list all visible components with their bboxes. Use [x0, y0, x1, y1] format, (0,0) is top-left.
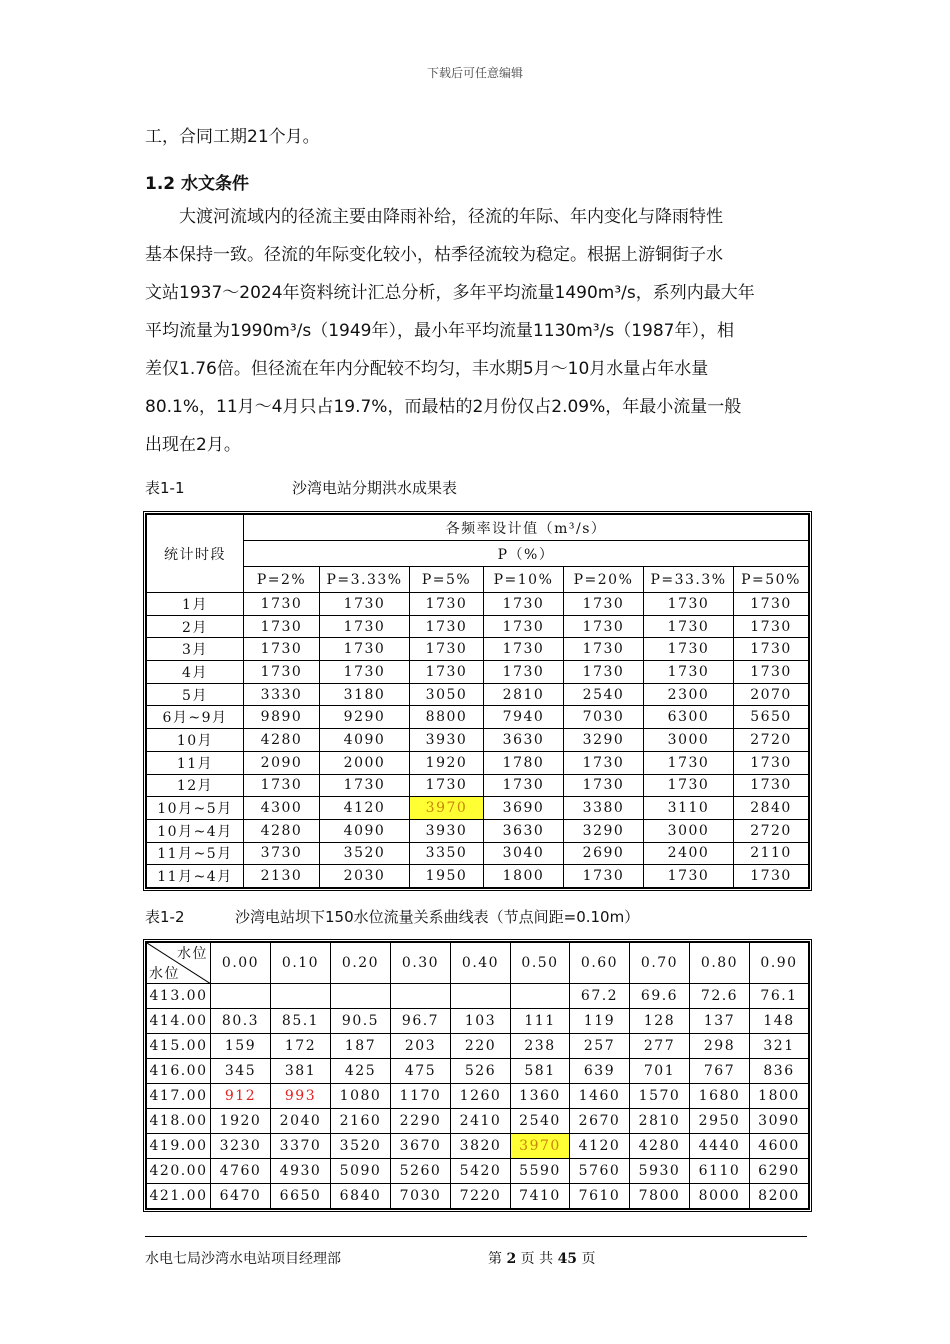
- value-cell: 1730: [644, 774, 734, 797]
- table-row: [147, 865, 809, 888]
- table-row: [147, 1009, 809, 1034]
- footer-rule: [145, 1236, 807, 1237]
- level-cell: 419.00: [147, 1134, 211, 1159]
- discharge-cell: 993: [271, 1084, 331, 1109]
- discharge-cell: 7800: [630, 1184, 690, 1209]
- value-cell: 1730: [244, 593, 320, 616]
- table-row: [147, 1059, 809, 1084]
- discharge-cell: 159: [211, 1034, 271, 1059]
- value-cell: 1780: [484, 751, 564, 774]
- table-row: [147, 842, 809, 865]
- level-cell: 418.00: [147, 1109, 211, 1134]
- discharge-cell: 187: [331, 1034, 391, 1059]
- discharge-cell: 1570: [630, 1084, 690, 1109]
- discharge-cell: 5420: [451, 1159, 511, 1184]
- discharge-cell: 90.5: [331, 1009, 391, 1034]
- value-cell: 3330: [244, 683, 320, 706]
- table-row: [147, 1109, 809, 1134]
- footer-organization: 水电七局沙湾水电站项目经理部: [145, 1251, 341, 1267]
- table1-title: 沙湾电站分期洪水成果表: [292, 479, 458, 497]
- table2-column-header: 0.90: [750, 943, 809, 984]
- period-cell: 11月~4月: [147, 865, 244, 888]
- value-cell: 1730: [644, 661, 734, 684]
- discharge-cell: 3230: [211, 1134, 271, 1159]
- value-cell: 3730: [244, 842, 320, 865]
- table-row: [147, 819, 809, 842]
- discharge-cell: 203: [391, 1034, 451, 1059]
- table2-frame: [143, 939, 812, 1212]
- discharge-cell: 6650: [271, 1184, 331, 1209]
- discharge-cell: 7610: [570, 1184, 630, 1209]
- discharge-cell: 475: [391, 1059, 451, 1084]
- value-cell: 1730: [734, 593, 809, 616]
- discharge-cell: 76.1: [750, 984, 809, 1009]
- table1-column-header: P=2%: [244, 567, 320, 593]
- value-cell: 3630: [484, 819, 564, 842]
- value-cell: 2300: [644, 683, 734, 706]
- discharge-cell: 2670: [570, 1109, 630, 1134]
- value-cell: 2070: [734, 683, 809, 706]
- discharge-cell: 96.7: [391, 1009, 451, 1034]
- table1-group-header: 各频率设计值（m³/s）: [244, 515, 809, 541]
- table2-column-header: 0.50: [511, 943, 570, 984]
- table2-column-header: 0.00: [211, 943, 271, 984]
- page-suffix: 页: [581, 1251, 596, 1267]
- discharge-cell: 2810: [630, 1109, 690, 1134]
- discharge-cell: 4120: [570, 1134, 630, 1159]
- page-total: 45: [557, 1251, 578, 1267]
- table1-column-header: P=20%: [564, 567, 644, 593]
- value-cell: 1730: [320, 774, 410, 797]
- discharge-cell: 85.1: [271, 1009, 331, 1034]
- value-cell: 7940: [484, 706, 564, 729]
- table-row: [147, 593, 809, 616]
- discharge-cell: 6110: [690, 1159, 750, 1184]
- level-cell: 420.00: [147, 1159, 211, 1184]
- value-cell: 1730: [410, 661, 484, 684]
- discharge-cell: [211, 984, 271, 1009]
- period-cell: 1月: [147, 593, 244, 616]
- discharge-cell: 3520: [331, 1134, 391, 1159]
- value-cell: 3180: [320, 683, 410, 706]
- discharge-cell: 5590: [511, 1159, 570, 1184]
- value-cell: 1730: [410, 615, 484, 638]
- value-cell: 1730: [410, 593, 484, 616]
- discharge-cell: 257: [570, 1034, 630, 1059]
- value-cell: 1730: [410, 774, 484, 797]
- value-cell: 4280: [244, 729, 320, 752]
- table1-column-header: P=10%: [484, 567, 564, 593]
- value-cell: 1730: [644, 751, 734, 774]
- discharge-cell: 6290: [750, 1159, 809, 1184]
- period-cell: 11月: [147, 751, 244, 774]
- value-cell: 9890: [244, 706, 320, 729]
- discharge-cell: 912: [211, 1084, 271, 1109]
- table-row: [147, 774, 809, 797]
- discharge-cell: 5760: [570, 1159, 630, 1184]
- discharge-cell: 4600: [750, 1134, 809, 1159]
- discharge-cell: 8200: [750, 1184, 809, 1209]
- value-cell: 3110: [644, 797, 734, 820]
- value-cell: 2110: [734, 842, 809, 865]
- discharge-cell: 2540: [511, 1109, 570, 1134]
- value-cell: 5650: [734, 706, 809, 729]
- table1-label: 表1-1: [145, 479, 185, 497]
- discharge-cell: 639: [570, 1059, 630, 1084]
- period-cell: 10月~5月: [147, 797, 244, 820]
- value-cell: 2030: [320, 865, 410, 888]
- value-cell: 1730: [244, 774, 320, 797]
- discharge-cell: 2040: [271, 1109, 331, 1134]
- level-cell: 415.00: [147, 1034, 211, 1059]
- page-header: 下载后可任意编辑: [426, 66, 523, 80]
- table-row: [147, 1184, 809, 1209]
- discharge-cell: 4930: [271, 1159, 331, 1184]
- value-cell: 1730: [484, 593, 564, 616]
- discharge-cell: 526: [451, 1059, 511, 1084]
- page-prefix: 第: [488, 1251, 502, 1267]
- discharge-cell: 1920: [211, 1109, 271, 1134]
- discharge-cell: 80.3: [211, 1009, 271, 1034]
- period-cell: 5月: [147, 683, 244, 706]
- table1-frame: [143, 511, 812, 891]
- discharge-cell: [271, 984, 331, 1009]
- discharge-cell: 425: [331, 1059, 391, 1084]
- intro-line: 工，合同工期21个月。: [145, 127, 320, 147]
- value-cell: 1730: [564, 751, 644, 774]
- value-cell: 1730: [564, 593, 644, 616]
- value-cell: 7030: [564, 706, 644, 729]
- value-cell: 3380: [564, 797, 644, 820]
- discharge-cell: 67.2: [570, 984, 630, 1009]
- value-cell: 1730: [734, 751, 809, 774]
- period-cell: 10月: [147, 729, 244, 752]
- discharge-cell: 321: [750, 1034, 809, 1059]
- value-cell: 3040: [484, 842, 564, 865]
- table-row: [147, 1134, 809, 1159]
- value-cell: 2400: [644, 842, 734, 865]
- value-cell: 1730: [484, 774, 564, 797]
- table1-row-header: 统计时段: [147, 515, 244, 593]
- value-cell: 1730: [320, 661, 410, 684]
- page-middle: 页 共: [520, 1251, 554, 1267]
- value-cell: 1730: [320, 615, 410, 638]
- table1-column-header: P=33.3%: [644, 567, 734, 593]
- table-row: [147, 729, 809, 752]
- value-cell: 1730: [484, 661, 564, 684]
- stage-discharge-table: [146, 942, 809, 1209]
- discharge-cell: 148: [750, 1009, 809, 1034]
- value-cell: 4090: [320, 729, 410, 752]
- discharge-cell: 3670: [391, 1134, 451, 1159]
- discharge-cell: 381: [271, 1059, 331, 1084]
- discharge-cell: 8000: [690, 1184, 750, 1209]
- corner-top-label: 水位: [177, 946, 208, 962]
- value-cell: 1730: [244, 615, 320, 638]
- corner-bottom-label: 水位: [149, 966, 180, 982]
- paragraph-line-2: 基本保持一致。径流的年际变化较小，枯季径流较为稳定。根据上游铜街子水: [145, 245, 723, 265]
- table2-column-header: 0.30: [391, 943, 451, 984]
- discharge-cell: 72.6: [690, 984, 750, 1009]
- discharge-cell: 172: [271, 1034, 331, 1059]
- table2-column-header: 0.80: [690, 943, 750, 984]
- period-cell: 6月~9月: [147, 706, 244, 729]
- discharge-cell: 581: [511, 1059, 570, 1084]
- value-cell: 1730: [410, 638, 484, 661]
- paragraph-line-4: 平均流量为1990m³/s（1949年），最小年平均流量1130m³/s（1987年），相: [145, 321, 734, 341]
- paragraph-line-5: 差仅1.76倍。但径流在年内分配较不均匀，丰水期5月～10月水量占年水量: [145, 359, 709, 379]
- value-cell: 3000: [644, 729, 734, 752]
- value-cell: 4090: [320, 819, 410, 842]
- level-cell: 414.00: [147, 1009, 211, 1034]
- period-cell: 2月: [147, 615, 244, 638]
- value-cell: 2130: [244, 865, 320, 888]
- paragraph-line-1: 大渡河流域内的径流主要由降雨补给，径流的年际、年内变化与降雨特性: [145, 207, 723, 227]
- table2-label: 表1-2: [145, 908, 185, 926]
- value-cell: 2840: [734, 797, 809, 820]
- table-row: [147, 615, 809, 638]
- value-cell: 2720: [734, 819, 809, 842]
- value-cell: 1730: [644, 638, 734, 661]
- value-cell: 3290: [564, 819, 644, 842]
- value-cell: 1730: [320, 593, 410, 616]
- value-cell: 1950: [410, 865, 484, 888]
- value-cell: 2540: [564, 683, 644, 706]
- discharge-cell: 1170: [391, 1084, 451, 1109]
- value-cell: 3350: [410, 842, 484, 865]
- value-cell: 1800: [484, 865, 564, 888]
- table-row: [147, 1084, 809, 1109]
- value-cell: 1730: [734, 638, 809, 661]
- discharge-cell: 4760: [211, 1159, 271, 1184]
- discharge-cell: 2410: [451, 1109, 511, 1134]
- value-cell: 1730: [484, 615, 564, 638]
- table-row: [147, 661, 809, 684]
- discharge-cell: 5930: [630, 1159, 690, 1184]
- value-cell: 1730: [644, 615, 734, 638]
- discharge-cell: 103: [451, 1009, 511, 1034]
- level-cell: 421.00: [147, 1184, 211, 1209]
- table1-column-header: P=50%: [734, 567, 809, 593]
- discharge-cell: [391, 984, 451, 1009]
- value-cell: 3690: [484, 797, 564, 820]
- discharge-cell: [451, 984, 511, 1009]
- discharge-cell: 277: [630, 1034, 690, 1059]
- table2-title: 沙湾电站坝下150水位流量关系曲线表（节点间距=0.10m）: [235, 908, 640, 926]
- value-cell: 4280: [244, 819, 320, 842]
- table1-column-header: P=3.33%: [320, 567, 410, 593]
- value-cell: 1730: [734, 774, 809, 797]
- discharge-cell: 6840: [331, 1184, 391, 1209]
- value-cell: 1730: [564, 774, 644, 797]
- flood-results-table: [146, 514, 809, 888]
- table-row: [147, 797, 809, 820]
- table2-corner-cell: [147, 943, 211, 984]
- table2-column-header: 0.70: [630, 943, 690, 984]
- discharge-cell: 836: [750, 1059, 809, 1084]
- discharge-cell: 3820: [451, 1134, 511, 1159]
- period-cell: 3月: [147, 638, 244, 661]
- value-cell: 2810: [484, 683, 564, 706]
- discharge-cell: 345: [211, 1059, 271, 1084]
- discharge-cell: 701: [630, 1059, 690, 1084]
- discharge-cell: 137: [690, 1009, 750, 1034]
- discharge-cell: 2950: [690, 1109, 750, 1134]
- level-cell: 416.00: [147, 1059, 211, 1084]
- discharge-cell: 111: [511, 1009, 570, 1034]
- value-cell: 3000: [644, 819, 734, 842]
- discharge-cell: 5090: [331, 1159, 391, 1184]
- discharge-cell: 119: [570, 1009, 630, 1034]
- value-cell: 2000: [320, 751, 410, 774]
- discharge-cell: 1680: [690, 1084, 750, 1109]
- value-cell: 1730: [244, 661, 320, 684]
- value-cell: 1730: [734, 661, 809, 684]
- discharge-cell: 220: [451, 1034, 511, 1059]
- value-cell: 6300: [644, 706, 734, 729]
- table-row: [147, 751, 809, 774]
- value-cell: 3050: [410, 683, 484, 706]
- discharge-cell: 7030: [391, 1184, 451, 1209]
- value-cell: 1730: [734, 615, 809, 638]
- value-cell: 3290: [564, 729, 644, 752]
- discharge-cell: [511, 984, 570, 1009]
- value-cell: 3520: [320, 842, 410, 865]
- table-row: [147, 1034, 809, 1059]
- table-row: [147, 706, 809, 729]
- paragraph-line-6: 80.1%，11月～4月只占19.7%，而最枯的2月份仅占2.09%，年最小流量一般: [145, 397, 742, 417]
- discharge-cell: 4440: [690, 1134, 750, 1159]
- discharge-cell: 767: [690, 1059, 750, 1084]
- discharge-cell: [331, 984, 391, 1009]
- value-cell: 4120: [320, 797, 410, 820]
- table-row: [147, 1159, 809, 1184]
- value-cell: 1730: [564, 865, 644, 888]
- table-row: [147, 683, 809, 706]
- page-number: 2: [506, 1251, 517, 1267]
- value-cell: 3930: [410, 729, 484, 752]
- value-cell: 1730: [644, 865, 734, 888]
- discharge-cell: 7220: [451, 1184, 511, 1209]
- value-cell: 1730: [564, 638, 644, 661]
- value-cell: 1920: [410, 751, 484, 774]
- discharge-cell: 3370: [271, 1134, 331, 1159]
- value-cell: 1730: [644, 593, 734, 616]
- value-cell: 1730: [244, 638, 320, 661]
- table1-column-header: P=5%: [410, 567, 484, 593]
- value-cell: 1730: [484, 638, 564, 661]
- discharge-cell: 7410: [511, 1184, 570, 1209]
- table2-column-header: 0.60: [570, 943, 630, 984]
- discharge-cell: 1460: [570, 1084, 630, 1109]
- value-cell: 1730: [564, 615, 644, 638]
- value-cell: 2690: [564, 842, 644, 865]
- discharge-cell: 1800: [750, 1084, 809, 1109]
- footer-page-info: [488, 1248, 596, 1268]
- value-cell: 3970: [410, 797, 484, 820]
- discharge-cell: 5260: [391, 1159, 451, 1184]
- discharge-cell: 1260: [451, 1084, 511, 1109]
- value-cell: 3930: [410, 819, 484, 842]
- discharge-cell: 3090: [750, 1109, 809, 1134]
- section-title: 水文条件: [181, 174, 250, 194]
- discharge-cell: 3970: [511, 1134, 570, 1159]
- discharge-cell: 1080: [331, 1084, 391, 1109]
- table1-sub-header: P（%）: [244, 541, 809, 567]
- paragraph-line-7: 出现在2月。: [145, 435, 241, 455]
- period-cell: 11月~5月: [147, 842, 244, 865]
- discharge-cell: 128: [630, 1009, 690, 1034]
- discharge-cell: 238: [511, 1034, 570, 1059]
- level-cell: 413.00: [147, 984, 211, 1009]
- value-cell: 1730: [734, 865, 809, 888]
- table-row: [147, 638, 809, 661]
- value-cell: 2090: [244, 751, 320, 774]
- discharge-cell: 1360: [511, 1084, 570, 1109]
- paragraph-line-3: 文站1937～2024年资料统计汇总分析，多年平均流量1490m³/s，系列内最大年: [145, 283, 755, 303]
- hydrology-paragraph: [145, 198, 807, 464]
- table-row: [147, 984, 809, 1009]
- period-cell: 10月~4月: [147, 819, 244, 842]
- discharge-cell: 298: [690, 1034, 750, 1059]
- value-cell: 1730: [320, 638, 410, 661]
- table2-column-header: 0.10: [271, 943, 331, 984]
- level-cell: 417.00: [147, 1084, 211, 1109]
- section-number: 1.2: [145, 174, 176, 194]
- discharge-cell: 69.6: [630, 984, 690, 1009]
- discharge-cell: 6470: [211, 1184, 271, 1209]
- value-cell: 8800: [410, 706, 484, 729]
- discharge-cell: 2290: [391, 1109, 451, 1134]
- value-cell: 2720: [734, 729, 809, 752]
- table2-column-header: 0.40: [451, 943, 511, 984]
- discharge-cell: 2160: [331, 1109, 391, 1134]
- discharge-cell: 4280: [630, 1134, 690, 1159]
- value-cell: 1730: [564, 661, 644, 684]
- value-cell: 4300: [244, 797, 320, 820]
- section-heading: [145, 169, 249, 194]
- value-cell: 9290: [320, 706, 410, 729]
- period-cell: 4月: [147, 661, 244, 684]
- table2-column-header: 0.20: [331, 943, 391, 984]
- value-cell: 3630: [484, 729, 564, 752]
- period-cell: 12月: [147, 774, 244, 797]
